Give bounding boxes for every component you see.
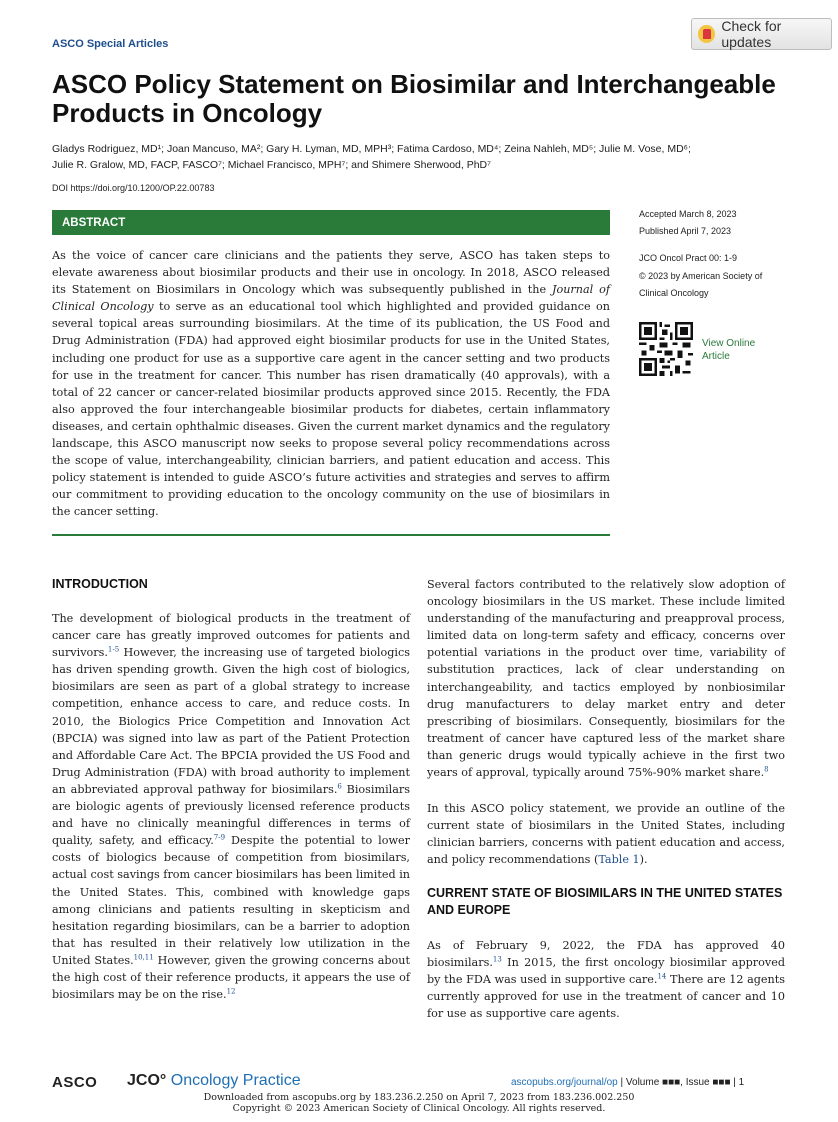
abstract-divider	[52, 534, 610, 536]
policy-outline-paragraph	[427, 800, 785, 868]
copyright-line-2: Clinical Oncology	[639, 288, 709, 298]
view-online-article-link[interactable]: View Online Article	[702, 338, 756, 362]
abstract-label: ABSTRACT	[62, 216, 126, 229]
intro-text-3: Biosimilars are biologic agents of previously licensed reference products and have no clinically meaningful differences in terms of quality, safety, and efficacy.	[52, 782, 410, 848]
jco-mark: JCO°	[127, 1072, 167, 1089]
asco-logo: ASCO	[52, 1074, 98, 1091]
abstract-body	[52, 247, 610, 521]
intro-text-5: However, given the growing concerns about the high cost of their reference products, it appears the use of biosimilars may be on the rise.	[52, 953, 410, 1002]
reference-link[interactable]: 8	[764, 765, 769, 774]
section-label: ASCO Special Articles	[52, 38, 169, 50]
footer-journal-info	[511, 1077, 744, 1088]
author-list	[52, 141, 772, 173]
published-date: Published April 7, 2023	[639, 226, 732, 236]
volume-issue-page: | Volume ■■■, Issue ■■■ | 1	[620, 1077, 745, 1088]
abstract-text-2: to serve as an educational tool which highlighted and provided guidance on several topical areas surrounding biosimilars. At the time of its publication, the US Food and Drug Administration (FDA) had approved eight biosimilar products for use in the United States, including one product for use as a supportive care agent in the cancer setting and two products for use in the treatment for cancer. This number has risen dramatically (40 approvals), with a total of 22 cancer or cancer-related biosimilar products approved since 2015. Recently, the FDA also approved the four interchangeable biosimilar products for diabetes, certain inflammatory diseases, and certain ophthalmic diseases. Given the current market dynamics and the regulatory landscape, this ASCO manuscript now seeks to propose several policy recommendations across the scope of value, interchangeability, clinician barriers, and patient education and access. This policy statement is intended to guide ASCO’s future activities and strategies and serves to affirm our commitment to providing education to the oncology community on the use of biosimilars in the cancer setting.	[52, 300, 610, 519]
abstract-journal-name: Journal of Clinical Oncology	[52, 283, 610, 314]
reference-link[interactable]: 10,11	[133, 953, 154, 962]
reference-link[interactable]: 7-9	[213, 833, 226, 842]
right-text-3b: In 2015, the first oncology biosimilar approved by the FDA was used in supportive care.	[427, 956, 785, 987]
check-for-updates-button[interactable]	[691, 18, 832, 50]
introduction-heading: INTRODUCTION	[52, 577, 148, 591]
accepted-date: Accepted March 8, 2023	[639, 209, 737, 219]
authors-line-2: Julie R. Gralow, MD, FACP, FASCO⁷; Michael Francisco, MPH⁷; and Shimere Sherwood, PhD⁷	[52, 159, 491, 171]
intro-text-2: However, the increasing use of targeted biologics has driven spending growth. Given the high cost of biologics, biosimilars are seen as part of a global strategy to increase competition, enhance access to care, and reduce costs. In 2010, the Biologics Price Competition and Innovation Act (BPCIA) was signed into law as part of the Patient Protection and Affordable Care Act. The BPCIA provided the US Food and Drug Administration (FDA) with broad authority to implement an abbreviated approval pathway for biosimilars.	[52, 646, 410, 796]
intro-text-4: Despite the potential to lower costs of biologics because of competition from biosimilars, actual cost savings from cancer biosimilars has been limited in the United States. This, combined with knowledge gaps among clinicians and patients resulting in skepticism and hesitation regarding biosimilars, can be a barrier to adoption that has resulted in their relatively low utilization in the United States.	[52, 834, 411, 967]
abstract-header	[52, 210, 610, 235]
intro-text-1: The development of biological products in the treatment of cancer care has greatly improved outcomes for patients and survivors.	[52, 612, 410, 660]
reference-link[interactable]: 6	[337, 782, 342, 791]
right-text-3a: As of February 9, 2022, the FDA has approved 40 biosimilars.	[427, 939, 785, 970]
article-title: ASCO Policy Statement on Biosimilar and Interchangeable Products in Oncology	[52, 69, 776, 128]
right-text-2b: ).	[639, 853, 648, 867]
crossmark-icon	[698, 25, 715, 43]
right-text-3c: There are 12 agents currently approved for use in the treatment of cancer and 10 for use as supportive care agents.	[427, 973, 785, 1021]
authors-line-1: Gladys Rodriguez, MD¹; Joan Mancuso, MA²; Gary H. Lyman, MD, MPH³; Fatima Cardoso, MD⁴; Zeina Nahleh, MD⁵; Julie M. Vose, MD⁶;	[52, 143, 691, 155]
reference-link[interactable]: 12	[226, 987, 236, 996]
reference-link[interactable]: 14	[657, 972, 667, 981]
reference-link[interactable]: 1-5	[107, 645, 120, 654]
introduction-paragraph	[52, 610, 410, 1003]
current-state-paragraph	[427, 937, 785, 1022]
current-state-heading: CURRENT STATE OF BIOSIMILARS IN THE UNITED STATES AND EUROPE	[427, 886, 783, 917]
qr-code-icon[interactable]	[639, 322, 693, 376]
citation: JCO Oncol Pract 00: 1-9	[639, 253, 738, 263]
copyright-line-1: © 2023 by American Society of	[639, 271, 763, 281]
right-text-2a: In this ASCO policy statement, we provide an outline of the current state of biosimilars in the United States, including clinician barriers, concerns with patient education and access, and policy recommendations (	[427, 802, 785, 867]
right-text-1: Several factors contributed to the relatively slow adoption of oncology biosimilars in the US market. These include limited understanding of the manufacturing and preapproval process, limited data on long-term safety and efficacy, concerns over potential variations in the product over time, variability of substitution practices, lack of clear understanding on interchangeability, and tactics employed by nonbiosimilar drug manufacturers to delay market entry and deter prescribing of biosimilars. Consequently, biosimilars for the treatment of cancer have captured less of the market share than generic drugs would typically achieve in the first two years of approval, typically around 75%-90% market share.	[427, 578, 785, 780]
journal-url-link[interactable]: ascopubs.org/journal/op	[511, 1077, 618, 1088]
download-notice: Downloaded from ascopubs.org by 183.236.2.250 on April 7, 2023 from 183.236.002.250	[203, 1092, 635, 1103]
doi-link[interactable]: DOI https://doi.org/10.1200/OP.22.00783	[52, 183, 215, 193]
oncology-practice-wordmark: Oncology Practice	[170, 1072, 301, 1089]
jco-oncology-practice-logo	[127, 1072, 301, 1090]
adoption-factors-paragraph	[427, 576, 785, 781]
abstract-text-1: As the voice of cancer care clinicians and the patients they serve, ASCO has taken steps to elevate awareness about biosimilar products and their use in oncology. In 2018, ASCO released its Statement on Biosimilars in Oncology which was subsequently published in the	[52, 249, 610, 297]
table-1-link[interactable]: Table 1	[598, 853, 640, 867]
reference-link[interactable]: 13	[492, 955, 502, 964]
check-updates-label: Check for updates	[721, 18, 782, 50]
copyright-notice: Copyright © 2023 American Society of Clinical Oncology. All rights reserved.	[232, 1103, 606, 1114]
